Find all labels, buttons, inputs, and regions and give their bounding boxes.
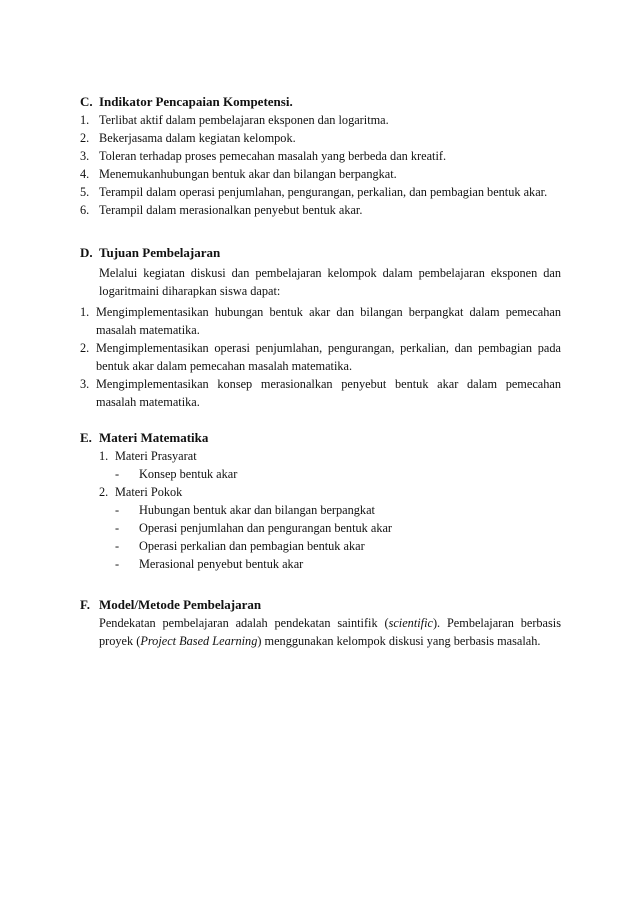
- list-item: [115, 555, 561, 573]
- list-number: 5.: [80, 185, 90, 199]
- list-item: [80, 375, 561, 411]
- dash-bullet: -: [115, 467, 120, 481]
- list-number: 2.: [80, 131, 90, 145]
- section-heading: [80, 429, 561, 447]
- list-text: Merasional penyebut bentuk akar: [139, 557, 304, 571]
- list-number: 2.: [99, 485, 109, 499]
- list-number: 1.: [80, 113, 90, 127]
- list-number: 1.: [80, 305, 90, 319]
- list-number: 4.: [80, 167, 90, 181]
- list-text: Terampil dalam operasi penjumlahan, pengurangan, perkalian, dan pembagian bentuk akar.: [99, 185, 548, 199]
- materi-body: [99, 447, 561, 573]
- section-title: Materi Matematika: [99, 430, 209, 445]
- paragraph-text: Pendekatan pembelajaran adalah pendekatan saintifik (: [99, 616, 389, 630]
- section-model: [80, 596, 561, 650]
- list-item: [80, 183, 561, 201]
- materi-pokok: [99, 483, 561, 501]
- list-text: Mengimplementasikan operasi penjumlahan, pengurangan, perkalian, dan pembagian pada bentuk akar dalam pemecahan masalah matematika.: [96, 341, 561, 373]
- list-text: Bekerjasama dalam kegiatan kelompok.: [99, 131, 296, 145]
- list-text: Menemukanhubungan bentuk akar dan bilangan berpangkat.: [99, 167, 397, 181]
- list-number: 6.: [80, 203, 90, 217]
- list-text: Terampil dalam merasionalkan penyebut bentuk akar.: [99, 203, 363, 217]
- tujuan-list: [80, 303, 561, 411]
- list-text: Terlibat aktif dalam pembelajaran eksponen dan logaritma.: [99, 113, 389, 127]
- section-heading: [80, 596, 561, 614]
- dash-bullet: -: [115, 521, 120, 535]
- list-item: [80, 303, 561, 339]
- pokok-list: [99, 501, 561, 573]
- list-text: Materi Pokok: [115, 485, 183, 499]
- list-text: Toleran terhadap proses pemecahan masalah yang berbeda dan kreatif.: [99, 149, 447, 163]
- section-letter: E.: [80, 430, 92, 445]
- section-title: Tujuan Pembelajaran: [99, 245, 221, 260]
- list-item: [80, 201, 561, 219]
- section-indikator: [80, 93, 561, 219]
- italic-term: Project Based Learning: [140, 634, 258, 648]
- list-number: 3.: [80, 377, 90, 391]
- section-tujuan: [80, 244, 561, 411]
- indikator-list: [80, 111, 561, 219]
- section-letter: F.: [80, 597, 90, 612]
- list-item: [115, 501, 561, 519]
- list-item: [115, 537, 561, 555]
- list-item: [115, 465, 561, 483]
- section-letter: C.: [80, 94, 93, 109]
- section-letter: D.: [80, 245, 93, 260]
- paragraph-text: ) menggunakan kelompok diskusi yang berbasis masalah.: [257, 634, 541, 648]
- prasyarat-list: [99, 465, 561, 483]
- dash-bullet: -: [115, 557, 120, 571]
- section-title: Model/Metode Pembelajaran: [99, 597, 262, 612]
- list-text: Konsep bentuk akar: [139, 467, 238, 481]
- section-heading: [80, 93, 561, 111]
- list-item: [80, 339, 561, 375]
- section-materi: [80, 429, 561, 573]
- list-text: Hubungan bentuk akar dan bilangan berpangkat: [139, 503, 375, 517]
- list-text: Operasi penjumlahan dan pengurangan bentuk akar: [139, 521, 393, 535]
- list-text: Operasi perkalian dan pembagian bentuk akar: [139, 539, 365, 553]
- list-item: [80, 111, 561, 129]
- tujuan-intro: Melalui kegiatan diskusi dan pembelajaran kelompok dalam pembelajaran eksponen dan logaritmaini diharapkan siswa dapat:: [99, 266, 561, 298]
- dash-bullet: -: [115, 539, 120, 553]
- model-paragraph: [99, 614, 561, 650]
- materi-prasyarat: [99, 447, 561, 465]
- list-item: [115, 519, 561, 537]
- section-heading: [80, 244, 561, 262]
- list-item: [80, 129, 561, 147]
- list-item: [80, 165, 561, 183]
- list-text: Mengimplementasikan hubungan bentuk akar dan bilangan berpangkat dalam pemecahan masalah matematika.: [96, 305, 561, 337]
- list-text: Materi Prasyarat: [115, 449, 197, 463]
- section-title: Indikator Pencapaian Kompetensi.: [99, 94, 293, 109]
- list-text: Mengimplementasikan konsep merasionalkan penyebut bentuk akar dalam pemecahan masalah matematika.: [96, 377, 561, 409]
- list-number: 1.: [99, 449, 109, 463]
- list-item: [80, 147, 561, 165]
- list-number: 3.: [80, 149, 90, 163]
- paragraph-text: ). Pembelajaran berbasis proyek (: [99, 616, 562, 648]
- dash-bullet: -: [115, 503, 120, 517]
- italic-term: scientific: [388, 616, 433, 630]
- list-number: 2.: [80, 341, 90, 355]
